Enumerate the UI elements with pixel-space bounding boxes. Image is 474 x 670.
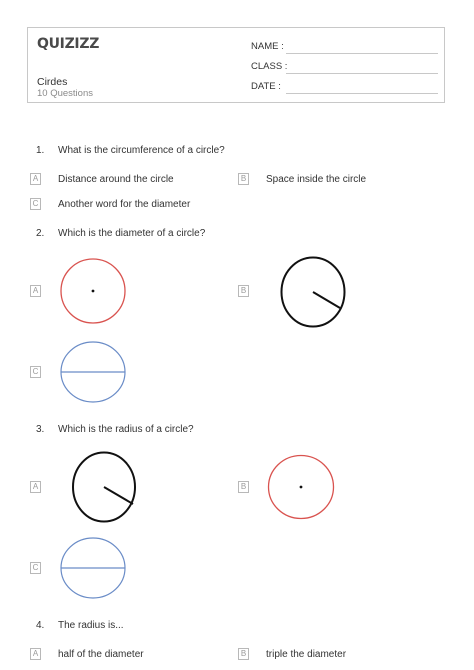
option-letter-b[interactable]: B: [238, 648, 249, 660]
option-letter-a[interactable]: A: [30, 173, 41, 185]
center-dot: [92, 290, 95, 293]
class-field[interactable]: [286, 73, 438, 74]
option-text[interactable]: half of the diameter: [58, 649, 144, 660]
center-dot: [300, 486, 303, 489]
circle-with-diameter-figure[interactable]: [60, 537, 128, 601]
option-letter-b[interactable]: B: [238, 481, 249, 493]
circle-with-radius-figure[interactable]: [72, 451, 140, 525]
radius-line: [313, 292, 340, 308]
option-letter-a[interactable]: A: [30, 648, 41, 660]
circle-with-diameter-figure[interactable]: [60, 342, 128, 406]
question-count: 10 Questions: [37, 88, 93, 99]
question-text: Which is the diameter of a circle?: [58, 228, 206, 239]
option-letter-a[interactable]: A: [30, 481, 41, 493]
circle-with-radius-figure[interactable]: [280, 256, 350, 330]
option-letter-c[interactable]: C: [30, 198, 41, 210]
option-letter-c[interactable]: C: [30, 366, 41, 378]
option-letter-c[interactable]: C: [30, 562, 41, 574]
worksheet-title: Cirdes: [37, 76, 68, 88]
quizizz-logo: QUIZIZZ: [37, 36, 100, 52]
option-text[interactable]: Distance around the circle: [58, 174, 174, 185]
circle-with-center-dot-figure[interactable]: [267, 455, 337, 521]
class-label: CLASS :: [251, 61, 288, 72]
question-text: Which is the radius of a circle?: [58, 424, 194, 435]
option-text[interactable]: triple the diameter: [266, 649, 347, 660]
date-field[interactable]: [286, 93, 438, 94]
option-letter-b[interactable]: B: [238, 173, 249, 185]
question-number: 4.: [36, 620, 45, 631]
worksheet-header: [27, 27, 445, 103]
question-text: The radius is...: [58, 620, 124, 631]
name-field[interactable]: [286, 53, 438, 54]
question-number: 1.: [36, 145, 45, 156]
name-label: NAME :: [251, 41, 284, 52]
question-number: 2.: [36, 228, 45, 239]
option-letter-b[interactable]: B: [238, 285, 249, 297]
circle-with-center-dot-figure[interactable]: [58, 258, 128, 328]
option-letter-a[interactable]: A: [30, 285, 41, 297]
question-number: 3.: [36, 424, 45, 435]
radius-line: [104, 487, 133, 504]
option-text[interactable]: Space inside the circle: [266, 174, 367, 185]
option-text[interactable]: Another word for the diameter: [58, 199, 191, 210]
date-label: DATE :: [251, 81, 281, 92]
question-text: What is the circumference of a circle?: [58, 145, 225, 156]
